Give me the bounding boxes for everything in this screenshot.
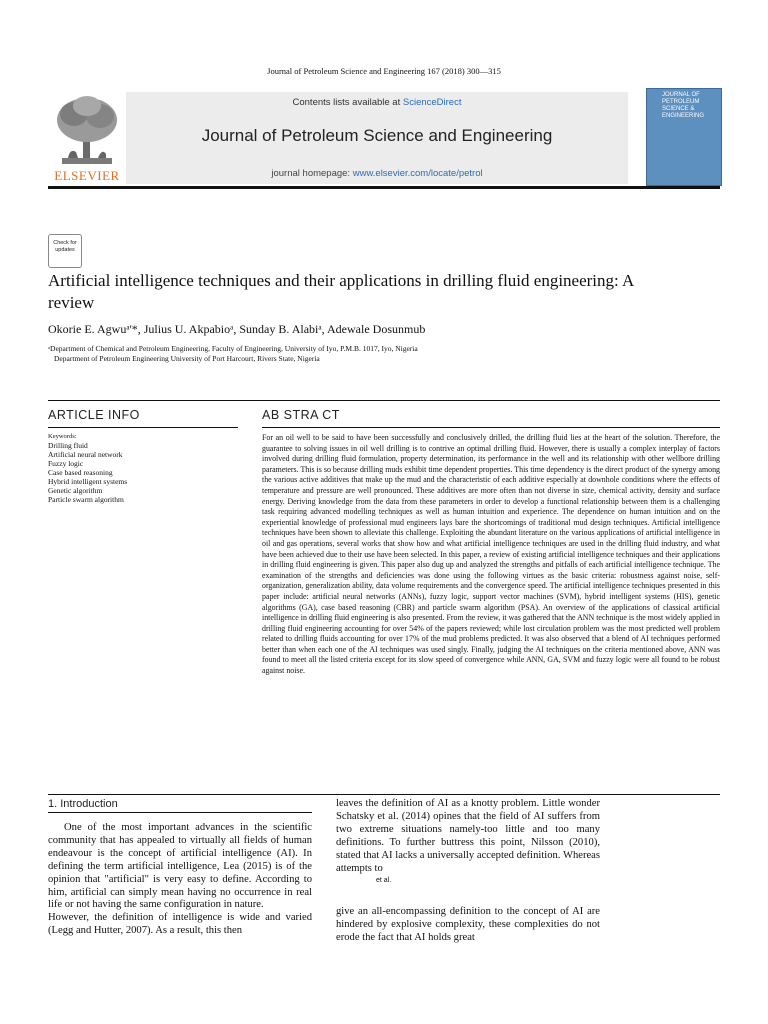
introduction-heading-rule [48,812,312,813]
check-for-updates-badge[interactable]: Check for updates [48,234,82,268]
contents-prefix: Contents lists available at [292,97,403,108]
publisher-name: ELSEVIER [54,168,120,183]
abstract-heading: AB STRA CT [262,408,340,422]
keyword-item: Artificial neural network [48,450,123,459]
homepage-prefix: journal homepage: [271,168,353,179]
keyword-item: Case based reasoning [48,468,113,477]
affiliation-b: Department of Petroleum Engineering University of Port Harcourt, Rivers State, Nigeria [54,354,320,363]
intro-paragraph-1: One of the most important advances in the scientific community that has appealed to virtually all fields of human endeavour is the concept of artificial intelligence (AI). In defining the term artificial intelligence, Lea (2015) is of the opinion that "artificial" is very easy to define. According to him, artificial can simply mean having no occurrence in real life or not having the same configuration in nature. [48,822,312,911]
stray-et-al-text: et al. [376,877,392,884]
abstract-text: For an oil well to be said to have been successfully and conclusively drilled, the drilling fluid lies at the heart of the solution. Therefore, the guarantee to solving issues in oil well drilling is to contrive an optimal drilling fluid. However, there is usually a complex interplay of factors involved during drilling fluid formulation, property determination, its performance in the well and its relationship with other wellbore drilling parameters. This is so because drilling muds exhibit time dependent properties. This time dependency is the direct product of the synergy among the various active additives that make up the mud and the characteristic of each additive especially at downhole conditions where the effects of temperature and pressure are well pronounced. These additives are more often than not diverse in size, chemical activity, density and surface energy. Deriving knowledge from the data from these parameters in order to develop a functional relationship between them is a challenging task requiring advanced modelling techniques as well as human intuition and experience. The dependence on human intuition and on the experiential knowledge of professional mud engineers lays bare the shortcomings of traditional mud design techniques. Artificial intelligence techniques have been shown to alleviate this challenge. Exploiting the abundant literature on the various applications of artificial intelligence in oil and gas operations, several works that show how and what artificial intelligence techniques are used in the drilling fluid industry, and what have been achieved due to their use have been selected. In this paper, a review of existing artificial intelligence techniques and their applications in drilling fluid engineering is given. This paper also dug up and analyzed the strengths and pitfalls of each artificial intelligence technique. The examination of the strengths and deficiencies was done using the following virtues as the basic criteria: robustness against noise, self-organization, generalization ability, data volume requirements and the convergence speed. The artificial intelligence techniques presented in this paper include: artificial neural networks (ANNs), fuzzy logic, support vector machines (SVM), hybrid intelligent systems (HIS), genetic algorithms (GA), case based reasoning (CBR) and particle swarm algorithm (PSA). An overview of the applications of classical artificial intelligence in drilling fluid engineering is also presented. From the review, it was gathered that the ANN technique is the most widely applied in drilling fluid engineering accounting for over 54% of the papers reviewed; while lost circulation problem was the most predicted well problem related to drilling fluids accounting for over 17% of the mud problems predicted. It was also observed that a blend of AI techniques performed better than when each one of the AI techniques was used singly. Finally, judging the AI techniques on the criteria mentioned above, ANN was found to meet all the listed criteria except for its slow speed of convergence while ANN, GA, SVM and fuzzy logic were all found to be robust against noise. [262,433,720,676]
abstract-divider [262,427,720,428]
article-info-divider [48,427,238,428]
article-title: Artificial intelligence techniques and their applications in drilling fluid engineering: A review [48,271,634,312]
keyword-item: Hybrid intelligent systems [48,477,128,486]
affiliation-a: ᵃDepartment of Chemical and Petroleum Engineering, Faculty of Engineering, University of Iyo, P.M.B. 1017, Iyo, Nigeria [48,344,418,353]
journal-title: Journal of Petroleum Science and Engineering [201,126,553,145]
journal-cover-title: JOURNAL OF PETROLEUM SCIENCE & ENGINEERING [662,92,705,119]
intro-column-right-top: leaves the definition of AI as a knotty problem. Little wonder Schatsky et al. (2014) opines that the field of AI suffers from two extreme situations namely-too little and too many definitions. To further buttress this point, Nilsson (2010), stated that AI lacks a universally accepted definition. Whereas attempts to [336,798,600,874]
keyword-item: Drilling fluid [48,441,88,450]
author-list: Okorie E. Agwuᵃ'*, Julius U. Akpabioᵃ, Sunday B. Alabiᵃ, Adewale Dosunmub [48,322,426,336]
intro-column-right-bottom: give an all-encompassing definition to the concept of AI are hindered by explosive complexity, these complexities do not erode the fact that AI holds great [336,906,600,943]
article-info-heading: ARTICLE INFO [48,408,140,422]
keyword-item: Genetic algorithm [48,486,103,495]
keyword-item: Fuzzy logic [48,459,84,468]
introduction-heading: 1. Introduction [48,798,118,810]
keywords-block [48,432,238,504]
introduction-column-left [48,822,312,938]
abstract-bottom-divider [48,794,720,795]
keywords-label: Keywords: [48,433,77,440]
header-divider [48,186,720,189]
homepage-link[interactable]: www.elsevier.com/locate/petrol [352,168,483,179]
journal-citation-line: Journal of Petroleum Science and Engineering 167 (2018) 300—315 [267,66,501,76]
journal-homepage-line [126,168,628,179]
keyword-item: Particle swarm algorithm [48,495,124,504]
contents-lists-line [126,97,628,108]
intro-paragraph-2: However, the definition of intelligence is wide and varied (Legg and Hutter, 2007). As a result, this then [48,912,312,937]
section-top-divider [48,400,720,401]
sciencedirect-link[interactable]: ScienceDirect [402,97,462,108]
